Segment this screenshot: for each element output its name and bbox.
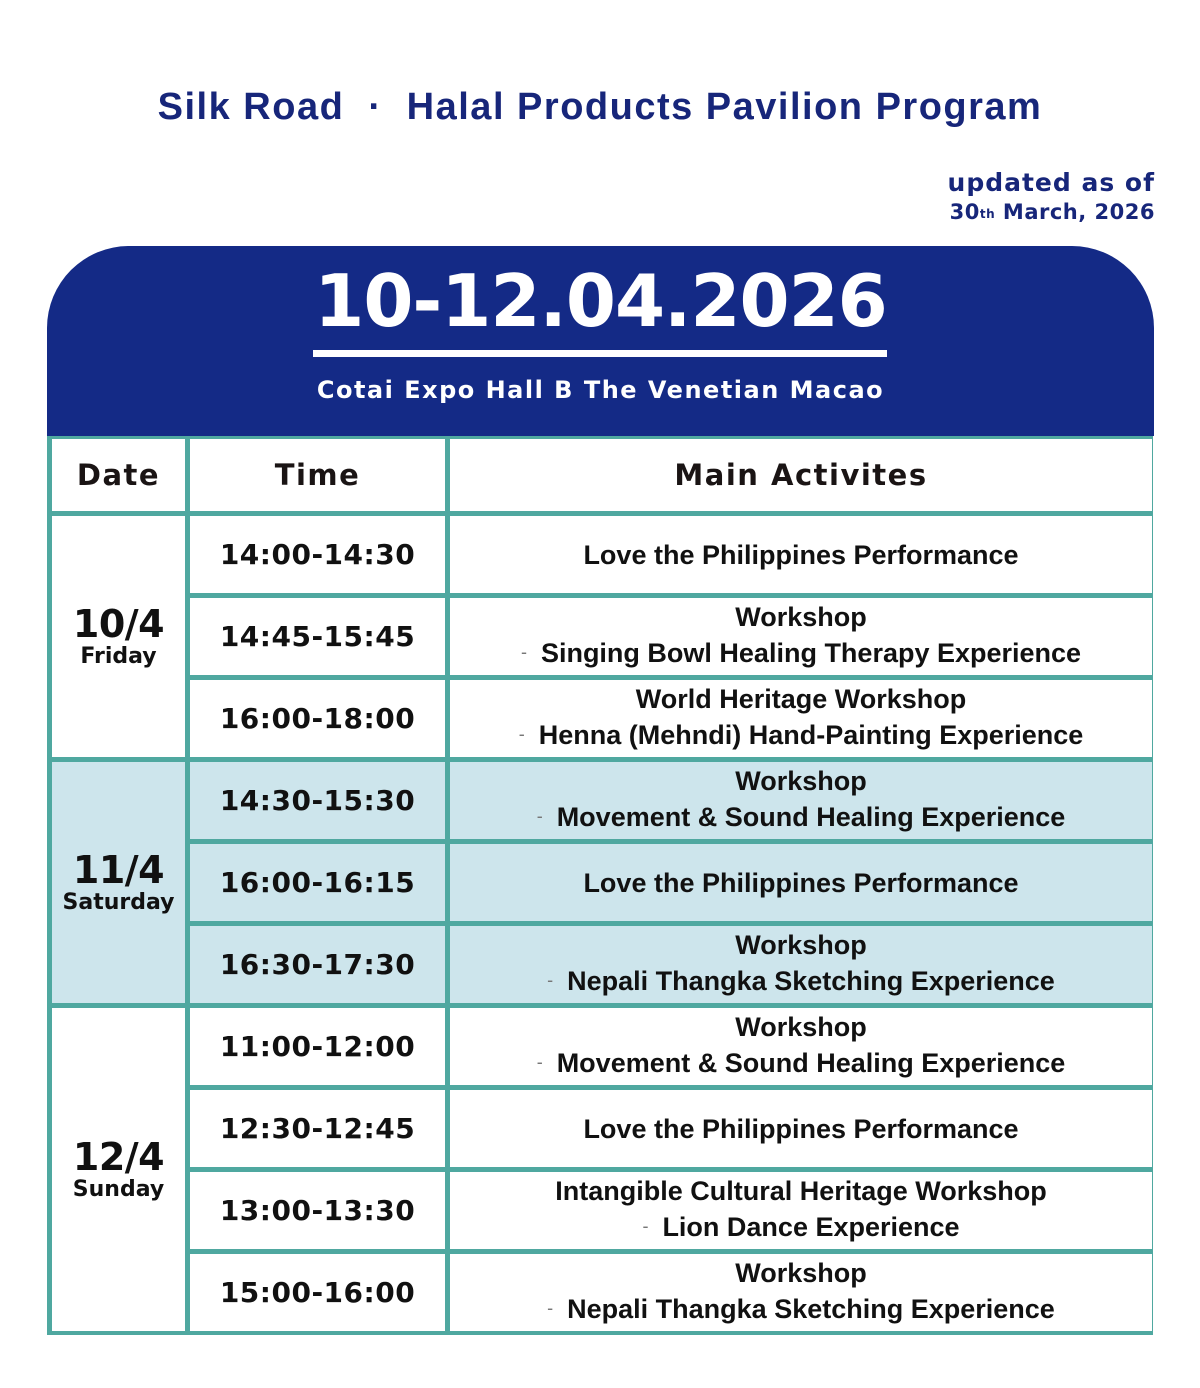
activity-cell — [450, 1172, 1152, 1249]
time-cell: 14:30-15:30 — [190, 762, 445, 839]
updated-day: 30 — [949, 200, 980, 224]
activity-title: Workshop — [735, 1012, 867, 1042]
activity-cell — [450, 1090, 1152, 1167]
activity-title: Intangible Cultural Heritage Workshop — [555, 1176, 1047, 1206]
activity-subtitle-text: Singing Bowl Healing Therapy Experience — [540, 638, 1082, 668]
activity-cell — [450, 516, 1152, 593]
activity-title: Workshop — [735, 602, 867, 632]
date-value: 11/4 — [72, 847, 165, 892]
schedule-table — [47, 436, 1153, 1335]
activity-title: Love the Philippines Performance — [583, 539, 1019, 570]
date-cell — [52, 762, 185, 1003]
activity-subtitle-text: Nepali Thangka Sketching Experience — [567, 1294, 1055, 1324]
time-cell: 16:00-18:00 — [190, 680, 445, 757]
activity-cell — [450, 598, 1152, 675]
time-cell: 11:00-12:00 — [190, 1008, 445, 1085]
dash-bullet: - — [520, 642, 527, 662]
time-cell: 14:45-15:45 — [190, 598, 445, 675]
activity-subtitle-text: Henna (Mehndi) Hand-Painting Experience — [538, 720, 1084, 750]
weekday-label: Saturday — [62, 889, 175, 915]
dash-bullet: - — [547, 970, 554, 990]
weekday-label: Sunday — [72, 1176, 165, 1202]
activity-subtitle-text: Movement & Sound Healing Experience — [556, 1048, 1066, 1078]
banner-divider — [313, 350, 887, 357]
time-cell: 16:30-17:30 — [190, 926, 445, 1003]
schedule-grid — [47, 436, 1153, 1335]
activity-subtitle — [547, 1291, 1055, 1330]
activity-title: Love the Philippines Performance — [583, 867, 1019, 898]
activity-cell — [450, 1008, 1152, 1085]
activity-cell — [450, 926, 1152, 1003]
activity-cell — [450, 762, 1152, 839]
time-cell: 16:00-16:15 — [190, 844, 445, 921]
activity-subtitle-text: Nepali Thangka Sketching Experience — [567, 966, 1055, 996]
activity-subtitle — [642, 1209, 959, 1248]
weekday-label: Friday — [80, 643, 157, 669]
date-cell — [52, 1008, 185, 1331]
activity-title: Workshop — [735, 766, 867, 796]
date-value: 10/4 — [72, 601, 165, 646]
updated-label: updated as of — [947, 168, 1155, 197]
time-cell: 13:00-13:30 — [190, 1172, 445, 1249]
activity-subtitle — [537, 1045, 1066, 1084]
updated-date — [948, 198, 1155, 226]
updated-month-year: March, 2026 — [995, 200, 1155, 224]
activity-title: World Heritage Workshop — [635, 684, 967, 714]
updated-note — [948, 168, 1155, 226]
activity-title: Love the Philippines Performance — [583, 1113, 1019, 1144]
dash-bullet: - — [518, 724, 525, 744]
column-header-time: Time — [190, 439, 445, 511]
updated-day-suffix: th — [979, 207, 996, 221]
column-header-date: Date — [52, 439, 185, 511]
column-header-activities: Main Activites — [450, 439, 1152, 511]
activity-cell — [450, 680, 1152, 757]
date-value: 12/4 — [72, 1134, 165, 1179]
dash-bullet: - — [536, 806, 543, 826]
event-banner — [47, 246, 1154, 436]
activity-subtitle-text: Movement & Sound Healing Experience — [556, 802, 1066, 832]
date-cell — [52, 516, 185, 757]
event-venue: Cotai Expo Hall B The Venetian Macao — [316, 376, 885, 404]
activity-cell — [450, 1254, 1152, 1331]
time-cell: 12:30-12:45 — [190, 1090, 445, 1167]
activity-title: Workshop — [735, 930, 867, 960]
dash-bullet: - — [536, 1052, 543, 1072]
dash-bullet: - — [547, 1298, 554, 1318]
time-cell: 15:00-16:00 — [190, 1254, 445, 1331]
activity-subtitle-text: Lion Dance Experience — [662, 1212, 960, 1242]
event-dates: 10-12.04.2026 — [314, 259, 887, 343]
activity-title: Workshop — [735, 1258, 867, 1288]
dash-bullet: - — [642, 1216, 649, 1236]
activity-subtitle — [519, 717, 1084, 756]
activity-subtitle — [537, 799, 1066, 838]
activity-subtitle — [547, 963, 1055, 1002]
activity-subtitle — [521, 635, 1081, 674]
page-title: Silk Road · Halal Products Pavilion Program — [157, 86, 1043, 128]
time-cell: 14:00-14:30 — [190, 516, 445, 593]
activity-cell — [450, 844, 1152, 921]
